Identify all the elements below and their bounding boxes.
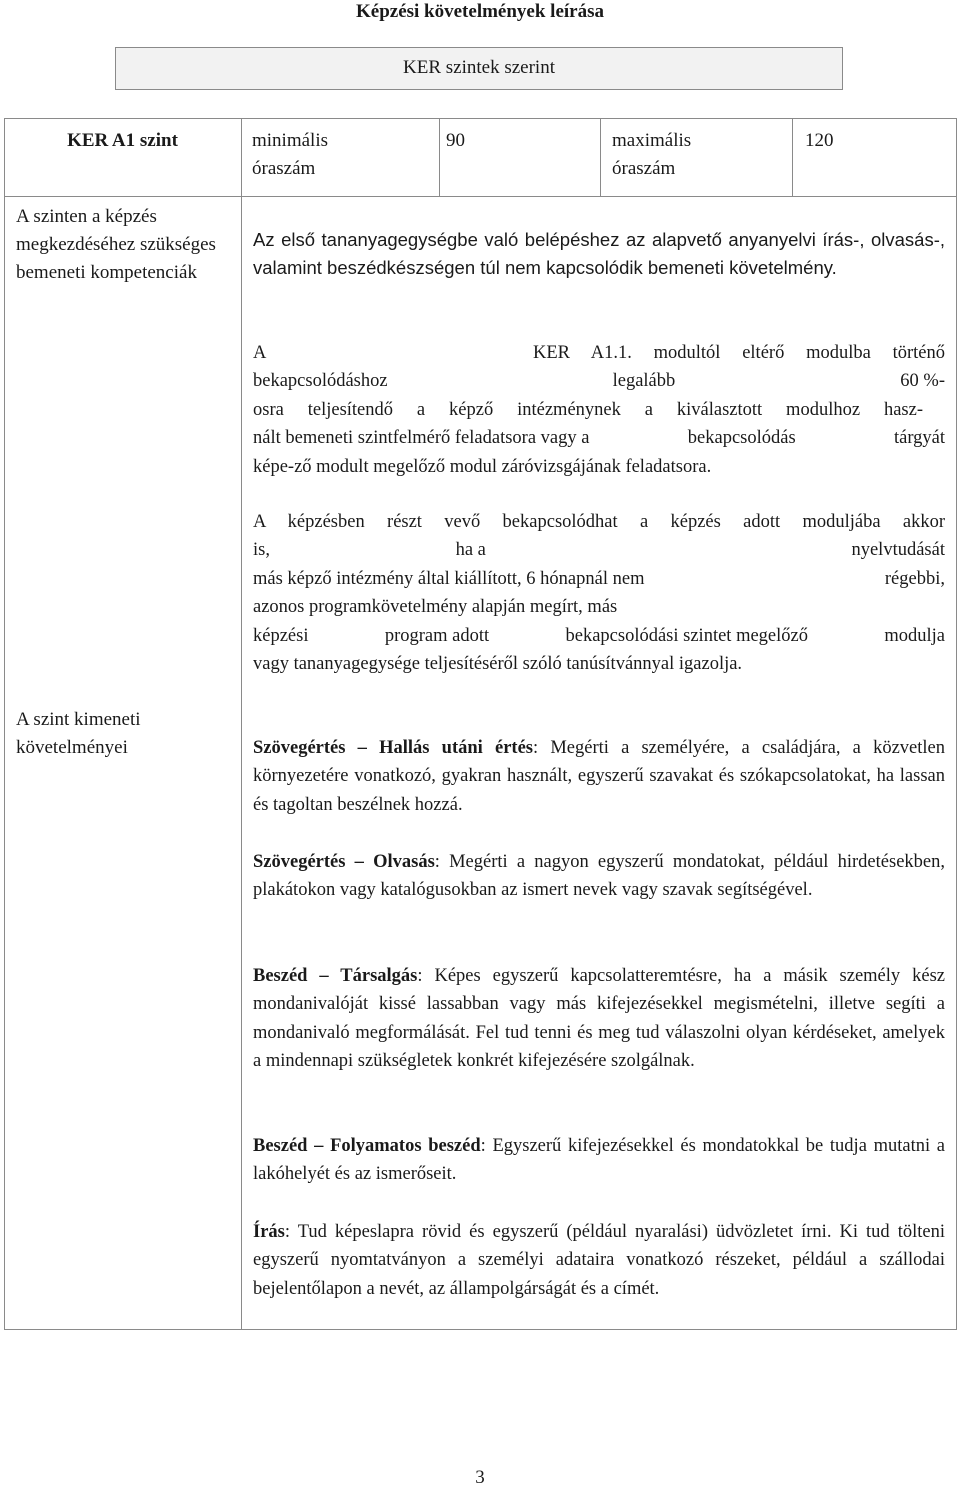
text-fragment: nált bemeneti szintfelmérő feladatsora vagy a bbox=[253, 428, 590, 449]
item-text: : Tud képeslapra rövid és egyszerű (például nyaralási) üdvözletet írni. Ki tud tölteni egyszerű nyomtatványon a személyi adataira vonatkozó részeket, például a szállodai bejelentőlapon a nevét, az állampolgárságát és a címét. bbox=[253, 1222, 945, 1299]
table-divider bbox=[792, 118, 793, 196]
text-fragment: képzési bbox=[253, 625, 309, 646]
output-item-reading bbox=[253, 848, 945, 905]
text-fragment: KER A1.1. modultól eltérő modulba történő bbox=[533, 343, 945, 363]
text-fragment: régebbi, bbox=[884, 568, 945, 589]
min-hours-value: 90 bbox=[446, 130, 465, 151]
text-fragment: tárgyát bbox=[893, 428, 945, 449]
item-title: Szövegértés – Hallás utáni értés bbox=[253, 738, 533, 758]
min-hours-label: minimális óraszám bbox=[252, 130, 328, 179]
item-text: : Megérti a személyére, a családjára, a közvetlen környezetére vonatkozó, gyakran használt, egyszerű szavakat és szókapcsolatokat, ha lassan és tagoltan beszélnek hozzá. bbox=[253, 738, 945, 815]
text-fragment: bekapcsolódáshoz bbox=[253, 371, 388, 392]
text-fragment: ha a bbox=[455, 540, 486, 561]
text-line: A képzésben részt vevő bekapcsolódhat a képzés adott moduljába akkor bbox=[253, 512, 945, 532]
entry-competencies-label: A szinten a képzés megkezdéséhez szükséges bemeneti kompetenciák bbox=[16, 206, 216, 283]
max-hours-value: 120 bbox=[805, 130, 834, 151]
table-divider bbox=[439, 118, 440, 196]
text-line: vagy tananyagegysége teljesítéséről szóló tanúsítvánnyal igazolja. bbox=[253, 654, 743, 675]
entry-paragraph-1: Az első tananyagegységbe való belépéshez az alapvető anyanyelvi írás-, olvasás-, valamint beszédkészségen túl nem kapcsolódik bemeneti követelmény. bbox=[253, 229, 945, 279]
page-title: Képzési követelmények leírása bbox=[355, 1, 604, 22]
text-fragment: A bbox=[253, 343, 267, 363]
item-title: Beszéd – Társalgás bbox=[253, 966, 418, 986]
entry-paragraph-3 bbox=[253, 508, 945, 678]
item-title: Beszéd – Folyamatos beszéd bbox=[253, 1136, 481, 1156]
text-fragment: bekapcsolódás bbox=[687, 428, 796, 449]
text-fragment: bekapcsolódási szintet megelőző bbox=[565, 625, 808, 646]
max-hours-label: maximális óraszám bbox=[612, 130, 692, 179]
entry-paragraph-2 bbox=[253, 339, 945, 481]
item-text: : Megérti a nagyon egyszerű mondatokat, például hirdetésekben, plakátokon vagy katalógusokban az ismert nevek vagy szavak segítségével. bbox=[253, 852, 945, 901]
output-item-writing bbox=[253, 1218, 945, 1303]
output-item-conversation bbox=[253, 962, 945, 1076]
text-fragment: is, bbox=[253, 540, 270, 561]
ker-levels-header: KER szintek szerint bbox=[115, 47, 843, 90]
text-line: képe-ző modult megelőző modul záróvizsgájának feladatsora. bbox=[253, 456, 712, 477]
item-title: Szövegértés – Olvasás bbox=[253, 852, 435, 872]
text-fragment: 60 %- bbox=[900, 371, 945, 392]
text-fragment: program adott bbox=[384, 625, 490, 646]
output-item-speaking bbox=[253, 1132, 945, 1189]
table-divider bbox=[241, 118, 242, 1330]
output-requirements-label: A szint kimeneti követelményei bbox=[16, 709, 141, 758]
text-fragment: nyelvtudását bbox=[851, 540, 945, 561]
table-divider bbox=[600, 118, 601, 196]
page-number: 3 bbox=[475, 1467, 485, 1488]
output-item-listening bbox=[253, 734, 945, 819]
text-fragment: legalább bbox=[612, 371, 676, 392]
item-text: : Képes egyszerű kapcsolatteremtésre, ha a másik személy kész mondanivalóját kissé lassabban vagy más kifejezésekkel megismételni, illetve segíti a mondanivaló megformálását. Fel tud tenni és meg tud válaszolni olyan kérdéseket, amelyek a mindennapi szükségletek konkrét kifejezésére szolgálnak. bbox=[253, 966, 945, 1072]
level-cell: KER A1 szint bbox=[67, 130, 178, 151]
item-title: Írás bbox=[253, 1222, 285, 1242]
item-text: : Egyszerű kifejezésekkel és mondatokkal be tudja mutatni a lakóhelyét és az ismerőseit. bbox=[253, 1136, 945, 1185]
text-fragment: más képző intézmény által kiállított, 6 hónapnál nem bbox=[253, 568, 645, 589]
text-line: osra teljesítendő a képző intézménynek a kiválasztott modulhoz hasz- bbox=[253, 399, 923, 420]
text-line: azonos programkövetelmény alapján megírt, más bbox=[253, 597, 618, 618]
table-divider bbox=[4, 196, 957, 197]
text-fragment: modulja bbox=[884, 625, 945, 646]
